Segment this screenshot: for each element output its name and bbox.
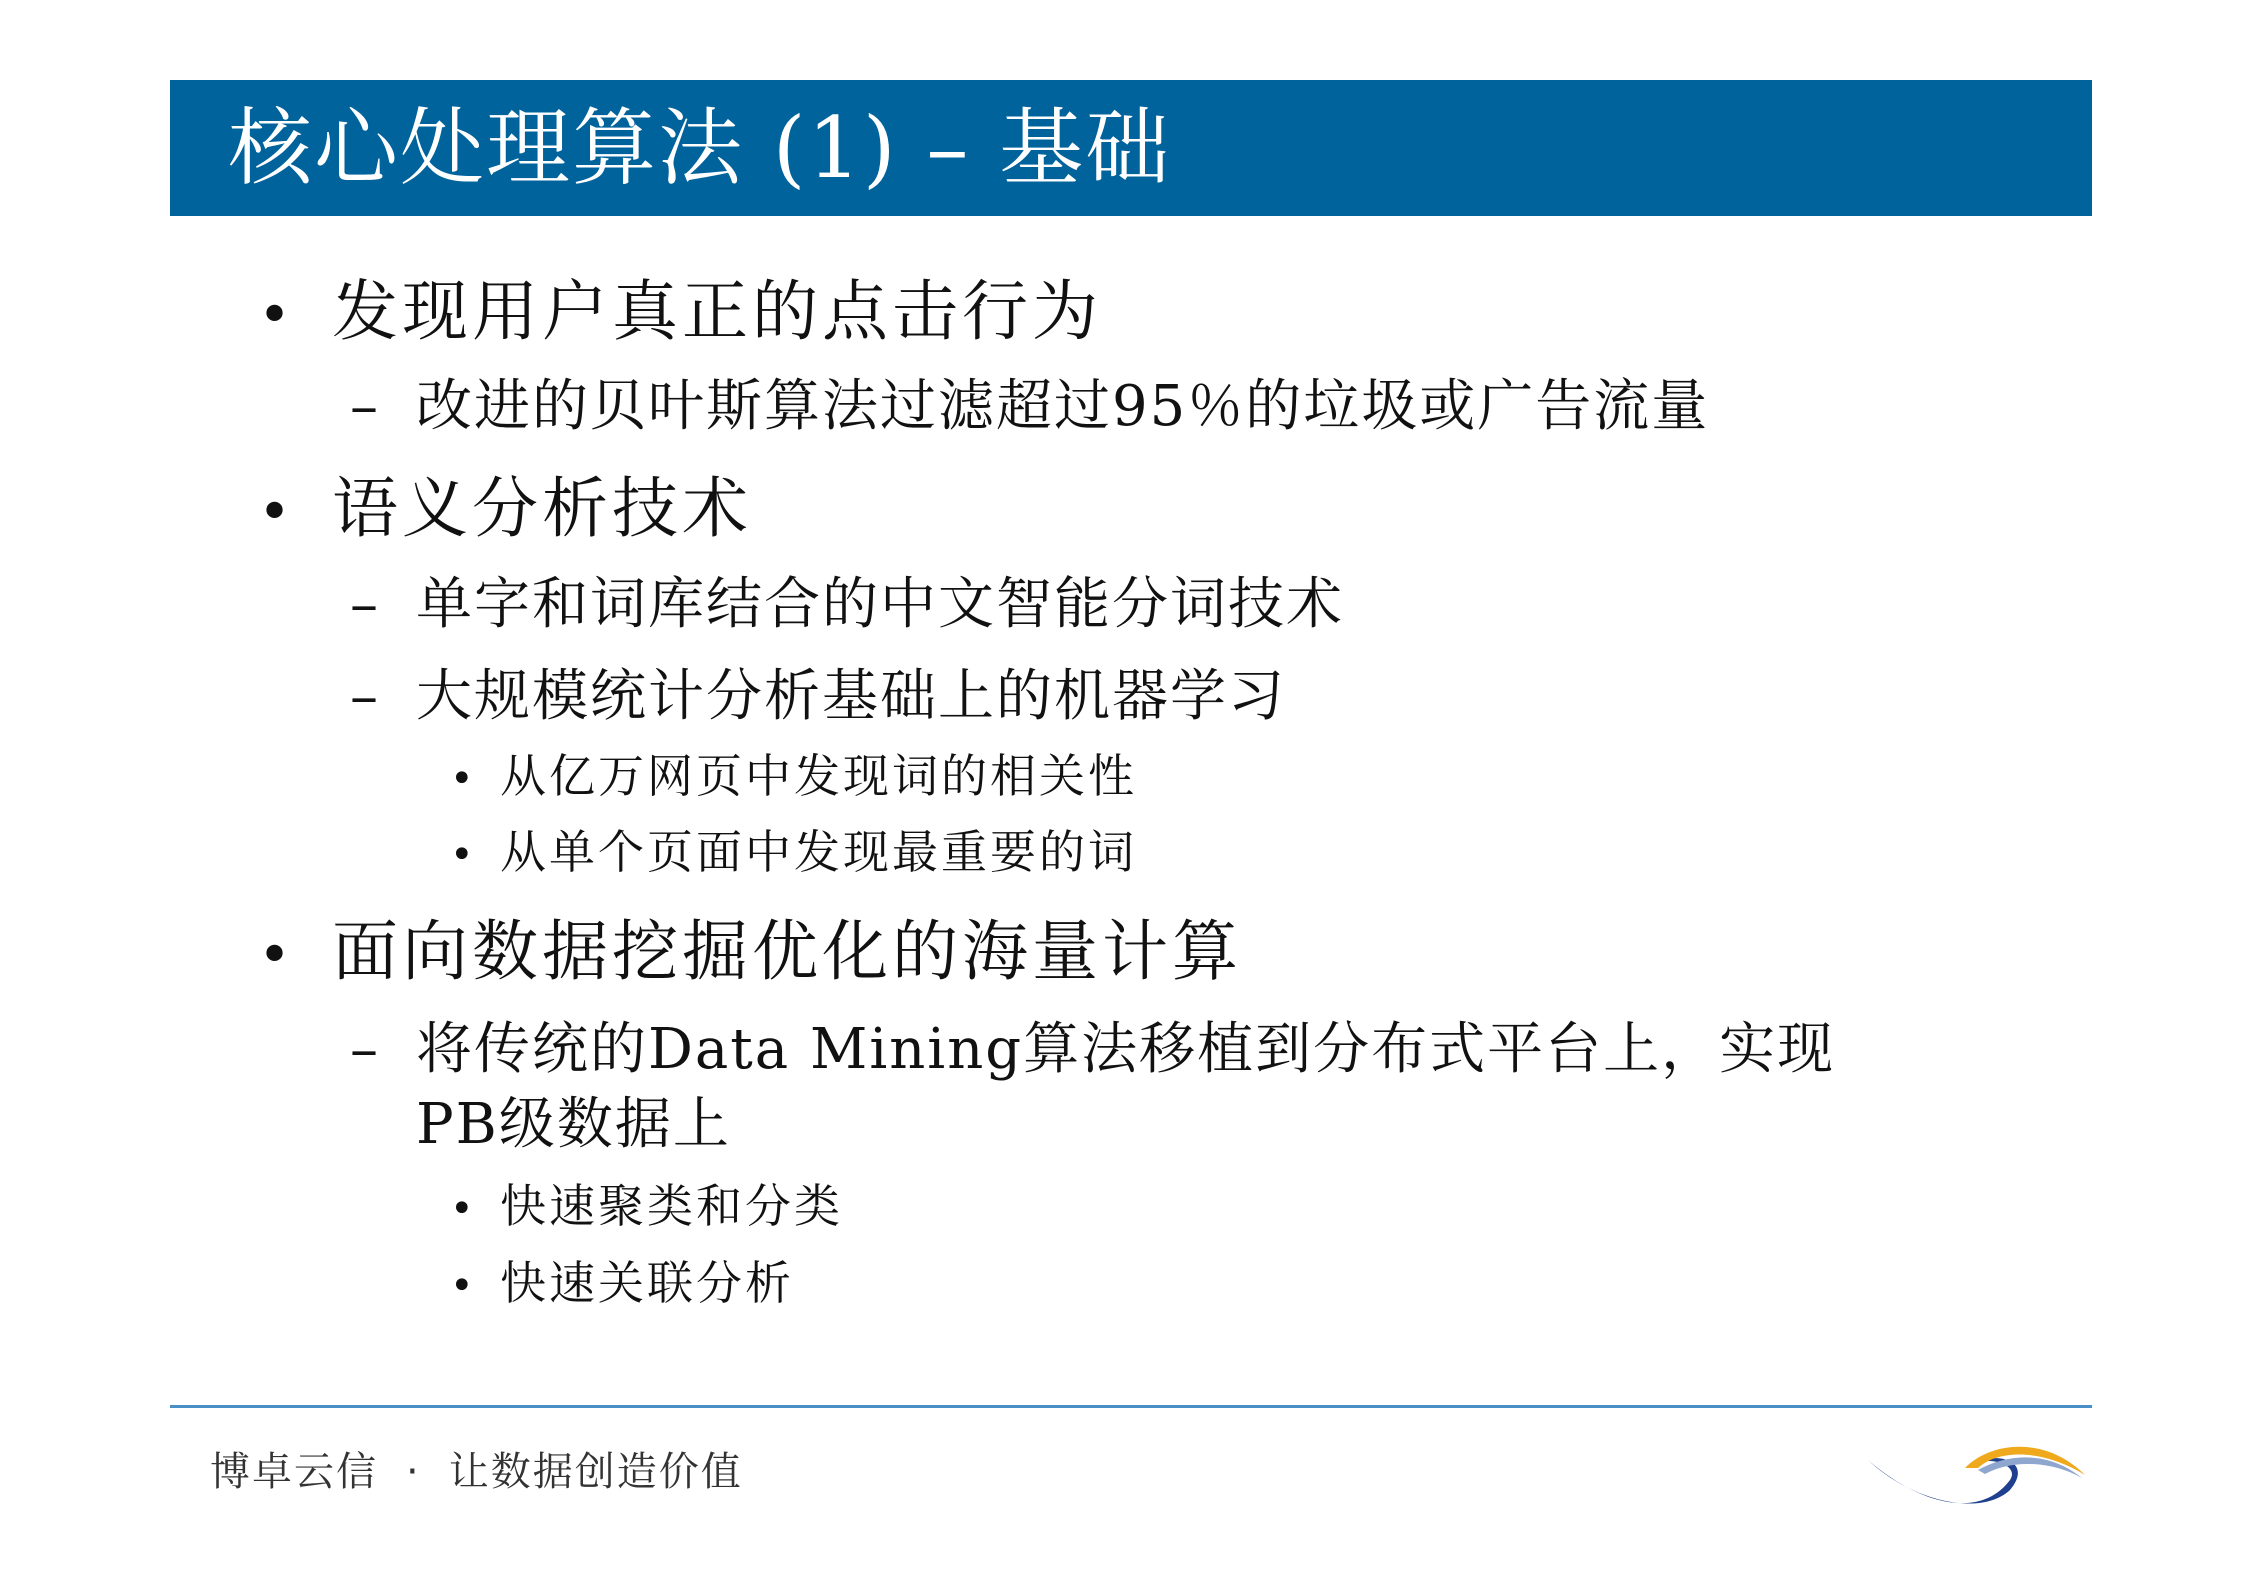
sub-sub-bullet-3-1-1 bbox=[450, 1170, 843, 1236]
sub-bullet-3-1-continuation: PB级数据上 bbox=[416, 1092, 731, 1157]
small-bullet-marker: • bbox=[450, 1186, 477, 1232]
bullet-text: 发现用户真正的点击行为 bbox=[332, 273, 1102, 350]
bullet-1 bbox=[258, 258, 1102, 353]
bullet-text: 语义分析技术 bbox=[332, 470, 752, 547]
dash-marker: – bbox=[350, 374, 380, 439]
dash-marker: – bbox=[350, 572, 380, 637]
swoosh-logo-icon bbox=[1860, 1430, 2090, 1520]
dash-marker: – bbox=[350, 664, 380, 729]
bullet-marker: • bbox=[258, 480, 296, 545]
sub-sub-bullet-2-2-1 bbox=[450, 740, 1137, 806]
bullet-3 bbox=[258, 898, 1242, 993]
dash-marker: – bbox=[350, 1017, 380, 1082]
footer bbox=[210, 1440, 743, 1497]
footer-slogan: 让数据创造价值 bbox=[448, 1449, 743, 1495]
slide-title: 核心处理算法 (1) – 基础 bbox=[228, 99, 1172, 197]
footer-brand: 博卓云信 bbox=[210, 1449, 378, 1495]
sub-bullet-1-1 bbox=[350, 362, 1709, 442]
sub-bullet-text: 将传统的Data Mining算法移植到分布式平台上，实现 bbox=[416, 1017, 1836, 1082]
footer-separator: · bbox=[406, 1449, 421, 1495]
sub-bullet-3-1 bbox=[350, 1005, 1835, 1085]
sub-sub-bullet-3-1-2 bbox=[450, 1247, 794, 1313]
sub-sub-bullet-text: 快速关联分析 bbox=[500, 1256, 794, 1310]
sub-bullet-text: 改进的贝叶斯算法过滤超过95％的垃圾或广告流量 bbox=[416, 374, 1710, 439]
sub-sub-bullet-text: 从单个页面中发现最重要的词 bbox=[500, 825, 1137, 879]
bullet-text: 面向数据挖掘优化的海量计算 bbox=[332, 913, 1242, 990]
bullet-marker: • bbox=[258, 923, 296, 988]
small-bullet-marker: • bbox=[450, 1263, 477, 1309]
small-bullet-marker: • bbox=[450, 832, 477, 878]
bullet-marker: • bbox=[258, 283, 296, 348]
small-bullet-marker: • bbox=[450, 756, 477, 802]
sub-sub-bullet-2-2-2 bbox=[450, 816, 1137, 882]
sub-sub-bullet-text: 从亿万网页中发现词的相关性 bbox=[500, 749, 1137, 803]
sub-bullet-2-2 bbox=[350, 652, 1286, 732]
footer-divider bbox=[170, 1405, 2092, 1408]
sub-bullet-text: 大规模统计分析基础上的机器学习 bbox=[416, 664, 1286, 729]
sub-bullet-2-1 bbox=[350, 560, 1344, 640]
bullet-2 bbox=[258, 455, 752, 550]
sub-sub-bullet-text: 快速聚类和分类 bbox=[500, 1179, 843, 1233]
sub-bullet-text: 单字和词库结合的中文智能分词技术 bbox=[416, 572, 1344, 637]
